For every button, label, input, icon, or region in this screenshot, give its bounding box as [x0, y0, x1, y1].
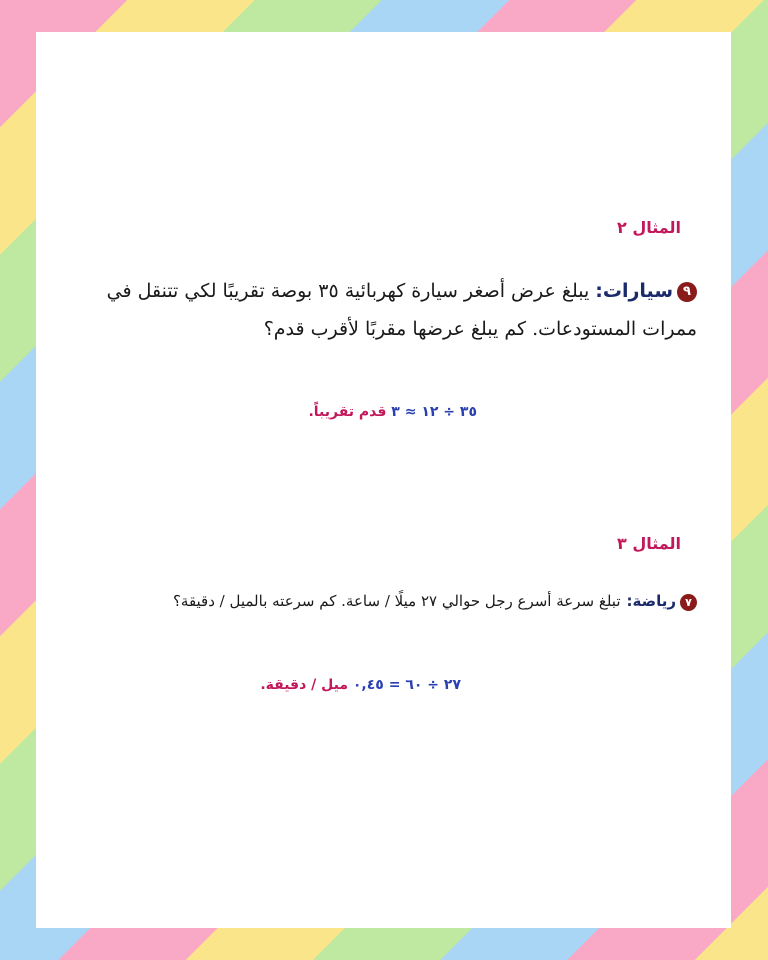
answer-math: ٢٧ ÷ ٦٠ = ٠,٤٥: [352, 677, 461, 693]
answer-1: [308, 404, 477, 420]
answer-result: ميل / دقيقة.: [260, 677, 349, 693]
answer-math: ٣٥ ÷ ١٢ ≈ ٣: [391, 404, 477, 420]
answer-2: [260, 677, 461, 693]
problem-text: يبلغ عرض أصغر سيارة كهربائية ٣٥ بوصة تقريبًا لكي تتنقل في ممرات المستودعات. كم يبلغ عرضها مقربًا لأقرب قدم؟: [106, 280, 697, 340]
problem-text: تبلغ سرعة أسرع رجل حوالي ٢٧ ميلًا / ساعة. كم سرعته بالميل / دقيقة؟: [172, 592, 621, 610]
problem-9: [57, 272, 697, 348]
problem-number-badge: ٩: [677, 282, 697, 302]
answer-result: قدم تقريباً.: [308, 404, 387, 420]
worksheet-card: [36, 32, 731, 928]
problem-7: [97, 588, 697, 614]
problem-label: سيارات:: [595, 280, 673, 302]
example-3-heading: المثال ٣: [617, 534, 681, 553]
example-2-heading: المثال ٢: [617, 218, 681, 237]
problem-number-badge: ٧: [680, 594, 697, 611]
problem-label: رياضة:: [626, 592, 676, 610]
